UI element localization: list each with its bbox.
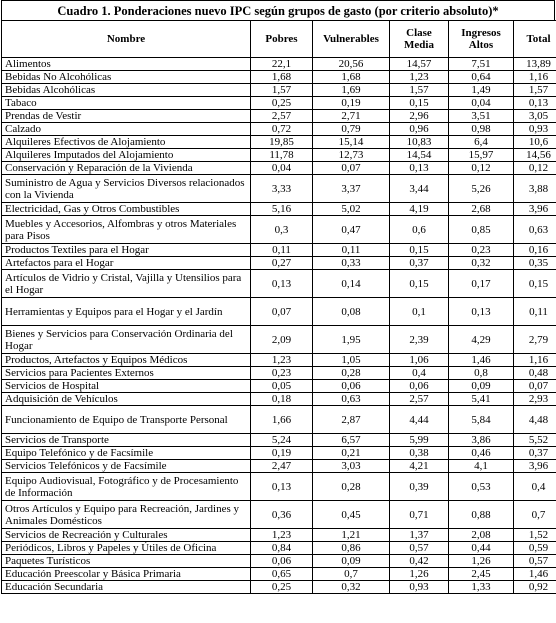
cell-clase-media: 1,37	[390, 529, 449, 542]
cell-total: 1,16	[514, 354, 556, 367]
cell-total: 3,96	[514, 460, 556, 473]
cell-total: 2,93	[514, 393, 556, 406]
cell-vulnerables: 2,87	[313, 406, 390, 434]
cell-pobres: 0,3	[251, 216, 313, 244]
document-table-container	[1, 0, 555, 594]
table-row	[2, 97, 556, 110]
cell-ingresos-altos: 0,46	[449, 447, 514, 460]
cell-pobres: 0,27	[251, 257, 313, 270]
cell-nombre: Servicios Telefónicos y de Facsímile	[2, 460, 251, 473]
cell-pobres: 0,07	[251, 298, 313, 326]
header-pobres: Pobres	[251, 21, 313, 58]
cell-clase-media: 0,57	[390, 542, 449, 555]
header-clase-media: Clase Media	[390, 21, 449, 58]
table-row	[2, 58, 556, 71]
cell-clase-media: 0,15	[390, 97, 449, 110]
table-row	[2, 568, 556, 581]
cell-nombre: Servicios de Transporte	[2, 434, 251, 447]
cell-vulnerables: 0,79	[313, 123, 390, 136]
cell-ingresos-altos: 2,45	[449, 568, 514, 581]
cell-nombre: Conservación y Reparación de la Vivienda	[2, 162, 251, 175]
cell-total: 0,92	[514, 581, 556, 594]
cell-nombre: Muebles y Accesorios, Alfombras y otros Materiales para Pisos	[2, 216, 251, 244]
cell-nombre: Bebidas Alcohólicas	[2, 84, 251, 97]
table-row	[2, 110, 556, 123]
cell-ingresos-altos: 3,86	[449, 434, 514, 447]
cell-pobres: 0,65	[251, 568, 313, 581]
cell-nombre: Alquileres Efectivos de Alojamiento	[2, 136, 251, 149]
cell-nombre: Tabaco	[2, 97, 251, 110]
cell-nombre: Artefactos para el Hogar	[2, 257, 251, 270]
table-row	[2, 460, 556, 473]
table-row	[2, 447, 556, 460]
cell-clase-media: 0,39	[390, 473, 449, 501]
cell-total: 3,88	[514, 175, 556, 203]
table-row	[2, 581, 556, 594]
cell-pobres: 0,18	[251, 393, 313, 406]
table-row	[2, 380, 556, 393]
cell-total: 13,89	[514, 58, 556, 71]
cell-ingresos-altos: 0,44	[449, 542, 514, 555]
cell-clase-media: 0,4	[390, 367, 449, 380]
header-row	[2, 21, 556, 58]
cell-nombre: Servicios de Recreación y Culturales	[2, 529, 251, 542]
cell-vulnerables: 3,37	[313, 175, 390, 203]
cell-pobres: 0,13	[251, 473, 313, 501]
cell-ingresos-altos: 7,51	[449, 58, 514, 71]
cell-total: 1,46	[514, 568, 556, 581]
table-row	[2, 244, 556, 257]
cell-clase-media: 1,06	[390, 354, 449, 367]
cell-ingresos-altos: 1,46	[449, 354, 514, 367]
cell-clase-media: 1,23	[390, 71, 449, 84]
cell-clase-media: 4,21	[390, 460, 449, 473]
cell-clase-media: 0,13	[390, 162, 449, 175]
cell-nombre: Calzado	[2, 123, 251, 136]
cell-vulnerables: 1,95	[313, 326, 390, 354]
table-row	[2, 542, 556, 555]
cell-total: 0,37	[514, 447, 556, 460]
cell-pobres: 0,25	[251, 97, 313, 110]
cell-ingresos-altos: 0,53	[449, 473, 514, 501]
cell-vulnerables: 0,06	[313, 380, 390, 393]
table-row	[2, 434, 556, 447]
cell-ingresos-altos: 5,26	[449, 175, 514, 203]
cell-total: 0,35	[514, 257, 556, 270]
header-ingresos-altos: Ingresos Altos	[449, 21, 514, 58]
table-row	[2, 216, 556, 244]
cell-ingresos-altos: 3,51	[449, 110, 514, 123]
cell-nombre: Artículos de Vidrio y Cristal, Vajilla y Utensilios para el Hogar	[2, 270, 251, 298]
cell-total: 3,96	[514, 203, 556, 216]
cell-pobres: 5,24	[251, 434, 313, 447]
cell-total: 0,12	[514, 162, 556, 175]
cell-vulnerables: 0,7	[313, 568, 390, 581]
cell-total: 5,52	[514, 434, 556, 447]
cell-nombre: Alimentos	[2, 58, 251, 71]
cell-pobres: 0,05	[251, 380, 313, 393]
cell-clase-media: 0,71	[390, 501, 449, 529]
table-row	[2, 270, 556, 298]
cell-vulnerables: 12,73	[313, 149, 390, 162]
header-vulnerables: Vulnerables	[313, 21, 390, 58]
cell-vulnerables: 0,28	[313, 473, 390, 501]
table-row	[2, 367, 556, 380]
cell-vulnerables: 1,68	[313, 71, 390, 84]
cell-clase-media: 4,19	[390, 203, 449, 216]
table-row	[2, 175, 556, 203]
cell-nombre: Adquisición de Vehículos	[2, 393, 251, 406]
cell-ingresos-altos: 0,8	[449, 367, 514, 380]
cell-vulnerables: 0,32	[313, 581, 390, 594]
table-row	[2, 123, 556, 136]
ponderaciones-table	[1, 20, 556, 594]
cell-ingresos-altos: 0,04	[449, 97, 514, 110]
cell-nombre: Funcionamiento de Equipo de Transporte Personal	[2, 406, 251, 434]
cell-clase-media: 0,38	[390, 447, 449, 460]
cell-total: 1,57	[514, 84, 556, 97]
cell-pobres: 19,85	[251, 136, 313, 149]
cell-total: 0,93	[514, 123, 556, 136]
cell-total: 0,63	[514, 216, 556, 244]
cell-clase-media: 0,42	[390, 555, 449, 568]
cell-pobres: 0,25	[251, 581, 313, 594]
cell-pobres: 0,19	[251, 447, 313, 460]
cell-total: 0,59	[514, 542, 556, 555]
cell-vulnerables: 1,05	[313, 354, 390, 367]
cell-vulnerables: 0,33	[313, 257, 390, 270]
cell-total: 14,56	[514, 149, 556, 162]
cell-clase-media: 3,44	[390, 175, 449, 203]
cell-ingresos-altos: 2,68	[449, 203, 514, 216]
cell-pobres: 5,16	[251, 203, 313, 216]
cell-clase-media: 1,26	[390, 568, 449, 581]
cell-vulnerables: 0,21	[313, 447, 390, 460]
cell-total: 1,52	[514, 529, 556, 542]
cell-nombre: Herramientas y Equipos para el Hogar y el Jardín	[2, 298, 251, 326]
cell-clase-media: 14,54	[390, 149, 449, 162]
cell-ingresos-altos: 0,09	[449, 380, 514, 393]
cell-nombre: Bebidas No Alcohólicas	[2, 71, 251, 84]
table-title: Cuadro 1. Ponderaciones nuevo IPC según grupos de gasto (por criterio absoluto)*	[1, 0, 555, 20]
cell-vulnerables: 15,14	[313, 136, 390, 149]
cell-clase-media: 0,15	[390, 244, 449, 257]
cell-ingresos-altos: 0,17	[449, 270, 514, 298]
cell-total: 0,15	[514, 270, 556, 298]
cell-pobres: 0,23	[251, 367, 313, 380]
header-total: Total	[514, 21, 556, 58]
cell-vulnerables: 0,19	[313, 97, 390, 110]
cell-clase-media: 2,39	[390, 326, 449, 354]
cell-ingresos-altos: 15,97	[449, 149, 514, 162]
cell-ingresos-altos: 0,23	[449, 244, 514, 257]
cell-nombre: Periódicos, Libros y Papeles y Útiles de Oficina	[2, 542, 251, 555]
cell-clase-media: 0,06	[390, 380, 449, 393]
cell-pobres: 1,23	[251, 354, 313, 367]
cell-total: 0,48	[514, 367, 556, 380]
cell-vulnerables: 0,47	[313, 216, 390, 244]
cell-clase-media: 0,1	[390, 298, 449, 326]
cell-nombre: Educación Secundaria	[2, 581, 251, 594]
table-row	[2, 529, 556, 542]
cell-vulnerables: 0,11	[313, 244, 390, 257]
table-row	[2, 501, 556, 529]
cell-nombre: Paquetes Turísticos	[2, 555, 251, 568]
cell-clase-media: 0,15	[390, 270, 449, 298]
cell-ingresos-altos: 1,26	[449, 555, 514, 568]
cell-pobres: 1,68	[251, 71, 313, 84]
cell-pobres: 1,23	[251, 529, 313, 542]
cell-total: 0,7	[514, 501, 556, 529]
cell-vulnerables: 20,56	[313, 58, 390, 71]
cell-vulnerables: 0,08	[313, 298, 390, 326]
table-row	[2, 257, 556, 270]
cell-ingresos-altos: 0,85	[449, 216, 514, 244]
cell-total: 4,48	[514, 406, 556, 434]
cell-vulnerables: 0,45	[313, 501, 390, 529]
cell-ingresos-altos: 1,49	[449, 84, 514, 97]
cell-nombre: Alquileres Imputados del Alojamiento	[2, 149, 251, 162]
cell-clase-media: 2,57	[390, 393, 449, 406]
cell-pobres: 2,09	[251, 326, 313, 354]
table-body	[2, 58, 556, 594]
cell-clase-media: 0,6	[390, 216, 449, 244]
cell-pobres: 3,33	[251, 175, 313, 203]
cell-total: 3,05	[514, 110, 556, 123]
cell-total: 0,16	[514, 244, 556, 257]
table-row	[2, 326, 556, 354]
cell-nombre: Productos Textiles para el Hogar	[2, 244, 251, 257]
cell-total: 0,57	[514, 555, 556, 568]
cell-pobres: 0,04	[251, 162, 313, 175]
cell-pobres: 0,11	[251, 244, 313, 257]
cell-nombre: Equipo Telefónico y de Facsímile	[2, 447, 251, 460]
table-row	[2, 162, 556, 175]
cell-vulnerables: 0,63	[313, 393, 390, 406]
cell-total: 0,13	[514, 97, 556, 110]
cell-clase-media: 4,44	[390, 406, 449, 434]
cell-ingresos-altos: 4,29	[449, 326, 514, 354]
cell-vulnerables: 6,57	[313, 434, 390, 447]
cell-pobres: 0,72	[251, 123, 313, 136]
cell-ingresos-altos: 5,84	[449, 406, 514, 434]
table-row	[2, 354, 556, 367]
cell-vulnerables: 0,14	[313, 270, 390, 298]
cell-vulnerables: 0,28	[313, 367, 390, 380]
cell-ingresos-altos: 0,12	[449, 162, 514, 175]
cell-ingresos-altos: 2,08	[449, 529, 514, 542]
cell-vulnerables: 0,86	[313, 542, 390, 555]
cell-nombre: Servicios para Pacientes Externos	[2, 367, 251, 380]
table-row	[2, 136, 556, 149]
cell-nombre: Servicios de Hospital	[2, 380, 251, 393]
table-row	[2, 203, 556, 216]
table-row	[2, 555, 556, 568]
cell-vulnerables: 5,02	[313, 203, 390, 216]
cell-pobres: 1,66	[251, 406, 313, 434]
cell-ingresos-altos: 0,32	[449, 257, 514, 270]
cell-pobres: 0,84	[251, 542, 313, 555]
cell-pobres: 1,57	[251, 84, 313, 97]
cell-ingresos-altos: 0,64	[449, 71, 514, 84]
cell-ingresos-altos: 0,98	[449, 123, 514, 136]
cell-vulnerables: 1,69	[313, 84, 390, 97]
cell-nombre: Otros Artículos y Equipo para Recreación, Jardines y Animales Domésticos	[2, 501, 251, 529]
cell-ingresos-altos: 4,1	[449, 460, 514, 473]
cell-pobres: 11,78	[251, 149, 313, 162]
cell-nombre: Educación Preescolar y Básica Primaria	[2, 568, 251, 581]
cell-ingresos-altos: 0,13	[449, 298, 514, 326]
cell-vulnerables: 0,07	[313, 162, 390, 175]
cell-total: 0,07	[514, 380, 556, 393]
table-row	[2, 71, 556, 84]
cell-total: 0,4	[514, 473, 556, 501]
table-row	[2, 298, 556, 326]
cell-pobres: 2,47	[251, 460, 313, 473]
cell-nombre: Bienes y Servicios para Conservación Ordinaria del Hogar	[2, 326, 251, 354]
cell-clase-media: 2,96	[390, 110, 449, 123]
header-nombre: Nombre	[2, 21, 251, 58]
cell-ingresos-altos: 5,41	[449, 393, 514, 406]
cell-clase-media: 10,83	[390, 136, 449, 149]
cell-total: 10,6	[514, 136, 556, 149]
cell-pobres: 22,1	[251, 58, 313, 71]
cell-total: 2,79	[514, 326, 556, 354]
cell-pobres: 0,13	[251, 270, 313, 298]
cell-total: 0,11	[514, 298, 556, 326]
cell-ingresos-altos: 0,88	[449, 501, 514, 529]
cell-vulnerables: 0,09	[313, 555, 390, 568]
cell-nombre: Productos, Artefactos y Equipos Médicos	[2, 354, 251, 367]
table-row	[2, 84, 556, 97]
cell-pobres: 0,36	[251, 501, 313, 529]
cell-clase-media: 1,57	[390, 84, 449, 97]
cell-vulnerables: 1,21	[313, 529, 390, 542]
cell-nombre: Electricidad, Gas y Otros Combustibles	[2, 203, 251, 216]
cell-nombre: Prendas de Vestir	[2, 110, 251, 123]
cell-vulnerables: 3,03	[313, 460, 390, 473]
cell-ingresos-altos: 6,4	[449, 136, 514, 149]
cell-nombre: Suministro de Agua y Servicios Diversos relacionados con la Vivienda	[2, 175, 251, 203]
cell-pobres: 0,06	[251, 555, 313, 568]
table-row	[2, 473, 556, 501]
cell-pobres: 2,57	[251, 110, 313, 123]
table-row	[2, 393, 556, 406]
cell-clase-media: 0,93	[390, 581, 449, 594]
cell-clase-media: 0,37	[390, 257, 449, 270]
table-row	[2, 149, 556, 162]
cell-total: 1,16	[514, 71, 556, 84]
cell-clase-media: 14,57	[390, 58, 449, 71]
cell-nombre: Equipo Audiovisual, Fotográfico y de Procesamiento de Información	[2, 473, 251, 501]
cell-clase-media: 5,99	[390, 434, 449, 447]
table-row	[2, 406, 556, 434]
cell-vulnerables: 2,71	[313, 110, 390, 123]
cell-clase-media: 0,96	[390, 123, 449, 136]
cell-ingresos-altos: 1,33	[449, 581, 514, 594]
